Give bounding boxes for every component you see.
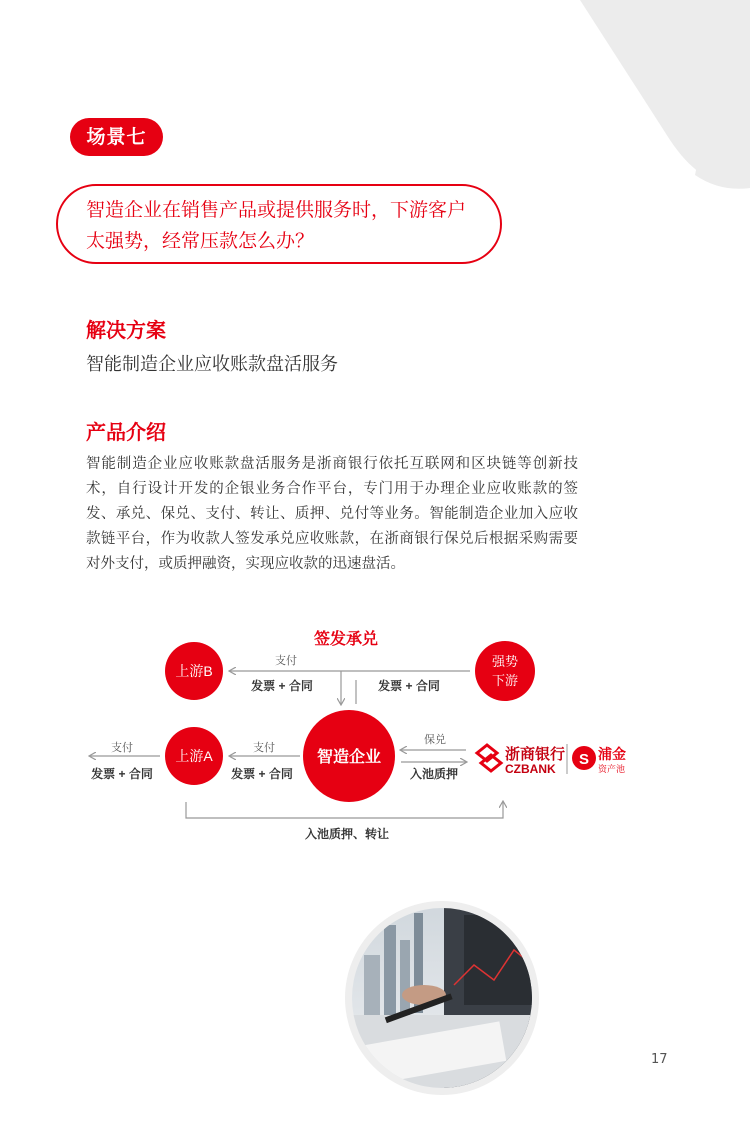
invoice-downstream-label: 发票 + 合同 bbox=[378, 679, 440, 693]
partner-name-1: 浦金 bbox=[598, 746, 626, 762]
pujin-asset-pool-logo bbox=[572, 746, 626, 774]
scene-badge: 场景七 bbox=[70, 118, 163, 156]
page-number: 17 bbox=[651, 1052, 668, 1067]
bank-name-en: CZBANK bbox=[505, 762, 556, 776]
question-line-2: 太强势，经常压款怎么办？ bbox=[86, 230, 315, 252]
issue-accept-label: 签发承兑 bbox=[313, 631, 379, 648]
pay-b-label: 支付 bbox=[275, 655, 297, 667]
question-line-1: 智造企业在销售产品或提供服务时，下游客户 bbox=[86, 199, 467, 221]
pool-pledge-transfer-label: 入池质押、转让 bbox=[304, 827, 390, 841]
guarantee-label: 保兑 bbox=[424, 734, 446, 746]
business-photo bbox=[344, 895, 544, 1095]
solution-heading: 解决方案 bbox=[86, 318, 166, 342]
svg-text:S: S bbox=[578, 751, 590, 768]
bank-name-cn: 浙商银行 bbox=[505, 746, 566, 763]
downstream-node bbox=[475, 641, 535, 701]
downstream-label-2: 下游 bbox=[491, 673, 519, 688]
partner-name-2: 资产池 bbox=[598, 764, 626, 774]
corner-decoration bbox=[490, 0, 750, 200]
upstream-a-label: 上游A bbox=[175, 748, 213, 764]
solution-text: 智能制造企业应收账款盘活服务 bbox=[86, 354, 338, 375]
downstream-label-1: 强势 bbox=[491, 654, 519, 669]
invoice-a-center-label: 发票 + 合同 bbox=[231, 767, 293, 781]
flow-diagram bbox=[0, 618, 750, 848]
question-box bbox=[56, 184, 502, 264]
invoice-a-left-label: 发票 + 合同 bbox=[91, 767, 153, 781]
czbank-logo bbox=[477, 744, 567, 776]
upstream-b-label: 上游B bbox=[175, 663, 213, 679]
pay-a-center-label: 支付 bbox=[253, 742, 275, 754]
pay-a-left-label: 支付 bbox=[111, 742, 133, 754]
product-heading: 产品介绍 bbox=[86, 420, 166, 444]
pool-pledge-label: 入池质押 bbox=[409, 767, 459, 781]
invoice-b-label: 发票 + 合同 bbox=[251, 679, 313, 693]
product-description: 智能制造企业应收账款盘活服务是浙商银行依托互联网和区块链等创新技术，自行设计开发的企银业务合作平台，专门用于办理企业应收账款的签发、承兑、保兑、支付、转让、质押、兑付等业务。智能制造企业加入应收款链平台，作为收款人签发承兑应收账款，在浙商银行保兑后根据采购需要对外支付，或质押融资，实现应收款的迅速盘活。 bbox=[86, 456, 578, 572]
center-enterprise-label: 智造企业 bbox=[316, 749, 382, 766]
